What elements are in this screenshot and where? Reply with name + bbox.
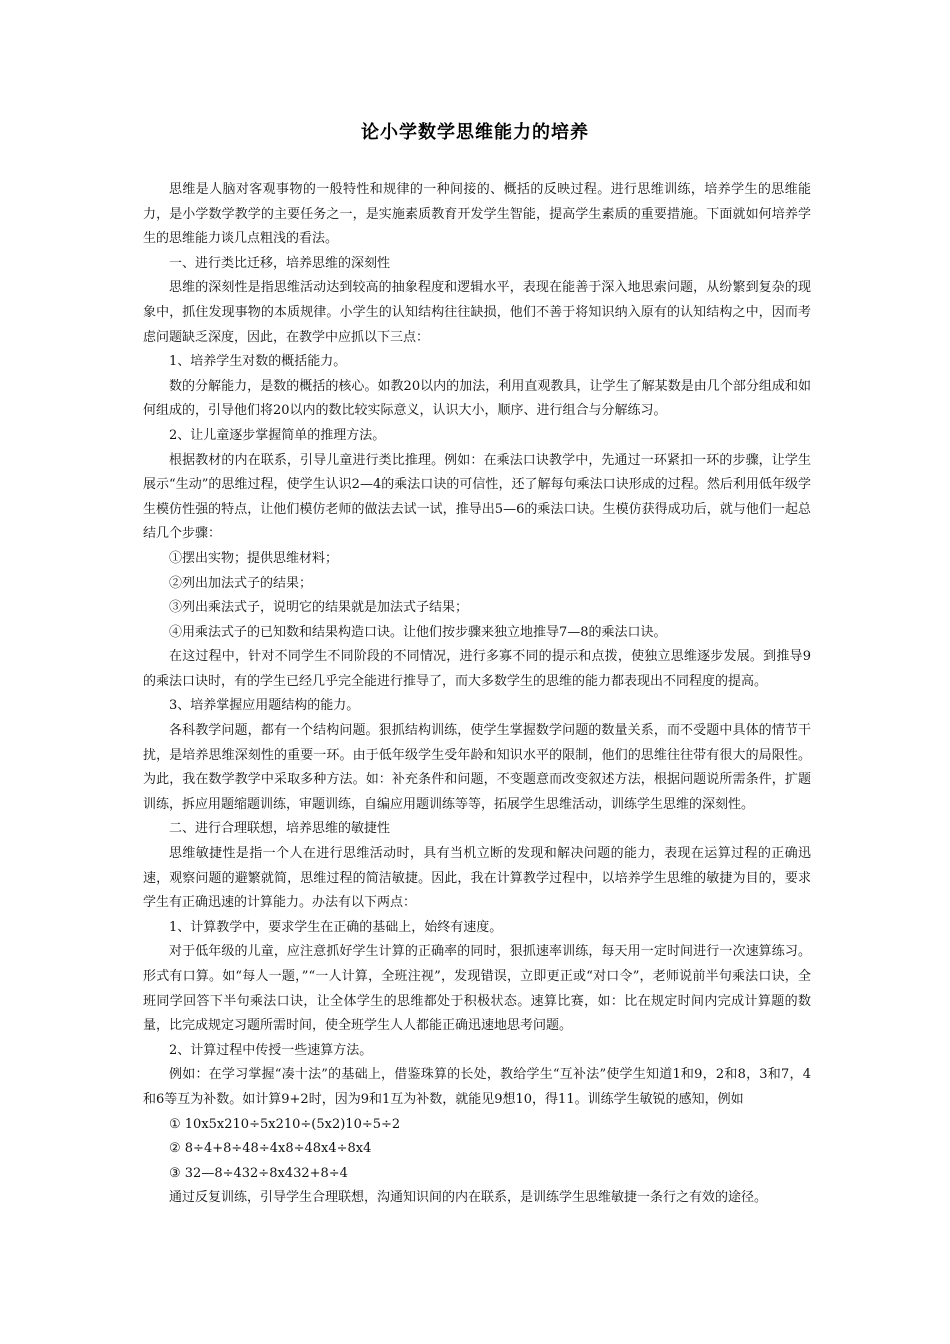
paragraph: 思维是人脑对客观事物的一般特性和规律的一种间接的、概括的反映过程。进行思维训练，培养学生的思维能力，是小学数学教学的主要任务之一，是实施素质教育开发学生智能，提高学生素质的重要措施。下面就如何培养学生的思维能力谈几点粗浅的看法。 xyxy=(143,182,811,247)
paragraph: 对于低年级的儿童，应注意抓好学生计算的正确率的同时，狠抓速率训练，每天用一定时间进行一次速算练习。形式有口算。如“每人一题，”“一人计算，全班注视”，发现错误，立即更正或“对口令”，老师说前半句乘法口诀，全班同学回答下半句乘法口诀，让全体学生的思维都处于积极状态。速算比赛，如：比在规定时间内完成计算题的数量，比完成规定习题所需时间，使全班学生人人都能正确迅速地思考问题。 xyxy=(143,944,811,1034)
list-item: ③列出乘法式子，说明它的结果就是加法式子结果； xyxy=(169,600,469,616)
subsection-heading: 1、培养学生对数的概括能力。 xyxy=(169,354,347,370)
equation-item: ① 10x5x210÷5x210÷(5x2)10÷5÷2 xyxy=(169,1116,401,1132)
section-heading: 二、进行合理联想，培养思维的敏捷性 xyxy=(169,821,391,837)
paragraph: 例如：在学习掌握“凑十法”的基础上，借鉴珠算的长处，教给学生“互补法”使学生知道1和9，2和8，3和7，4和6等互为补数。如计算9+2时，因为9和1互为补数，就能见9想10，得11。训练学生敏锐的感知，例如 xyxy=(143,1067,811,1107)
paragraph: 通过反复训练，引导学生合理联想，沟通知识间的内在联系，是训练学生思维敏捷一条行之有效的途径。 xyxy=(169,1190,768,1206)
equation-item: ② 8÷4+8÷48÷4x8÷48x4÷8x4 xyxy=(169,1141,372,1157)
subsection-heading: 2、让儿童逐步掌握简单的推理方法。 xyxy=(169,427,386,443)
list-item: ①摆出实物；提供思维材料； xyxy=(169,550,339,566)
subsection-heading: 2、计算过程中传授一些速算方法。 xyxy=(169,1042,373,1058)
paragraph: 各科教学问题，都有一个结构问题。狠抓结构训练，使学生掌握数学问题的数量关系，而不受题中具体的情节干扰，是培养思维深刻性的重要一环。由于低年级学生受年龄和知识水平的限制，他们的思维往往带有很大的局限性。为此，我在数学教学中采取多种方法。如：补充条件和问题，不变题意而改变叙述方法，根据问题说所需条件，扩题训练，拆应用题缩题训练，审题训练，自编应用题训练等等，拓展学生思维活动，训练学生思维的深刻性。 xyxy=(143,723,811,812)
paragraph: 根据教材的内在联系，引导儿童进行类比推理。例如：在乘法口诀教学中，先通过一环紧扣一环的步骤，让学生展示“生动”的思维过程，使学生认识2—4的乘法口诀的可信性，还了解每句乘法口诀形成的过程。然后利用低年级学生模仿性强的特点，让他们模仿老师的做法去试一试，推导出5—6的乘法口诀。生模仿获得成功后，就与他们一起总结几个步骤： xyxy=(143,452,811,542)
list-item: ②列出加法式子的结果； xyxy=(169,575,313,591)
document-body xyxy=(143,178,811,1211)
list-item: ④用乘法式子的已知数和结果构造口诀。让他们按步骤来独立地推导7—8的乘法口诀。 xyxy=(169,624,667,640)
document-title: 论小学数学思维能力的培养 xyxy=(361,122,589,143)
paragraph: 思维敏捷性是指一个人在进行思维活动时，具有当机立断的发现和解决问题的能力，表现在运算过程的正确迅速，观察问题的避繁就简，思维过程的简洁敏捷。因此，我在计算教学过程中，以培养学生思维的敏捷为目的，要求学生有正确迅速的计算能力。办法有以下两点： xyxy=(143,846,811,911)
paragraph: 思维的深刻性是指思维活动达到较高的抽象程度和逻辑水平，表现在能善于深入地思索问题，从纷繁到复杂的现象中，抓住发现事物的本质规律。小学生的认知结构往往缺损，他们不善于将知识纳入原有的认知结构之中，因而考虑问题缺乏深度，因此，在教学中应抓以下三点： xyxy=(143,280,811,345)
paragraph: 数的分解能力，是数的概括的核心。如教20以内的加法，利用直观教具，让学生了解某数是由几个部分组成和如何组成的，引导他们将20以内的数比较实际意义，认识大小，顺序、进行组合与分解练习。 xyxy=(143,378,811,419)
paragraph: 在这过程中，针对不同学生不同阶段的不同情况，进行多寡不同的提示和点拨，使独立思维逐步发展。到推导9的乘法口诀时，有的学生已经几乎完全能进行推导了，而大多数学生的思维的能力都表现出不同程度的提高。 xyxy=(143,649,811,689)
subsection-heading: 1、计算教学中，要求学生在正确的基础上，始终有速度。 xyxy=(169,919,503,935)
equation-item: ③ 32—8÷432÷8x432+8÷4 xyxy=(169,1165,348,1181)
subsection-heading: 3、培养掌握应用题结构的能力。 xyxy=(169,698,360,714)
section-heading: 一、进行类比迁移，培养思维的深刻性 xyxy=(169,255,391,271)
